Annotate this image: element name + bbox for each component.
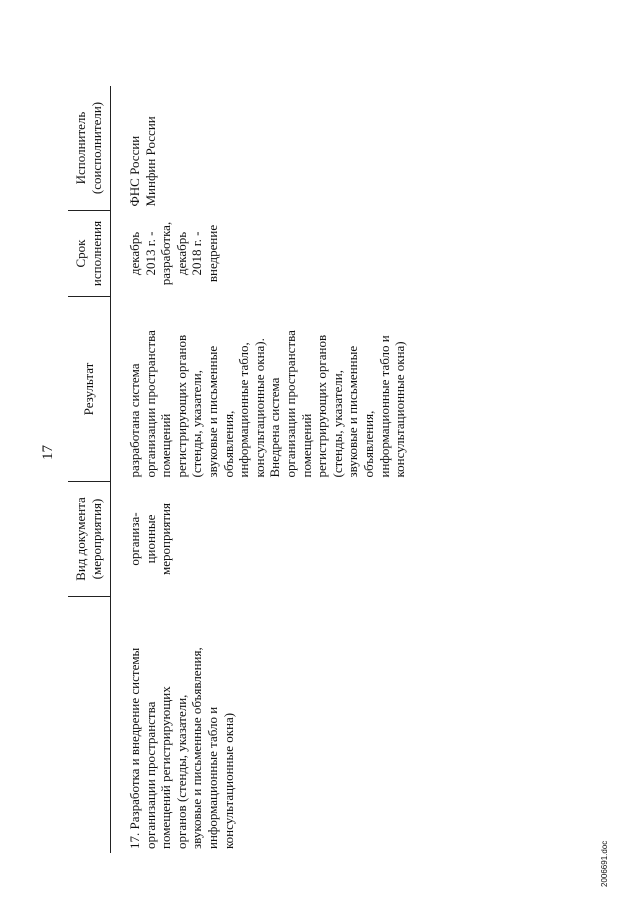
header-result: Результат [68,297,111,482]
cell-result: разработана система организации пространства помещений регистрирующих органов (стенды, указатели, звуковые и письменные объявления, информационные табло, консультационные окна). Внедрена система организации пространства помещений регистрирующих органов (стенды, указатели, звуковые и письменные объявления, информационные табло и консультационные окна) [127,330,408,478]
table-header-row [68,86,111,853]
cell-doc-type: организа- ционные мероприятия [127,503,174,576]
footer-file-code: 2006691.doc [600,840,609,887]
header-deadline: Срок исполнения [68,211,111,297]
header-executor: Исполнитель (соисполнители) [68,86,111,211]
header-doc-type: Вид документа (мероприятия) [68,482,111,597]
cell-executor: ФНС России Минфин России [127,116,158,207]
cell-deadline: декабрь 2013 г. - разработка, декабрь 2018 г. - внедрение [127,221,220,286]
page-number: 17 [40,445,56,460]
table-row [111,86,408,853]
cell-item: 17. Разработка и внедрение системы организации пространства помещений регистрирующих органов (стенды, указатели, звуковые и письменные объявления, информационные табло и консультационные окна) [127,647,236,849]
measures-table [68,86,408,853]
header-item [68,597,111,854]
